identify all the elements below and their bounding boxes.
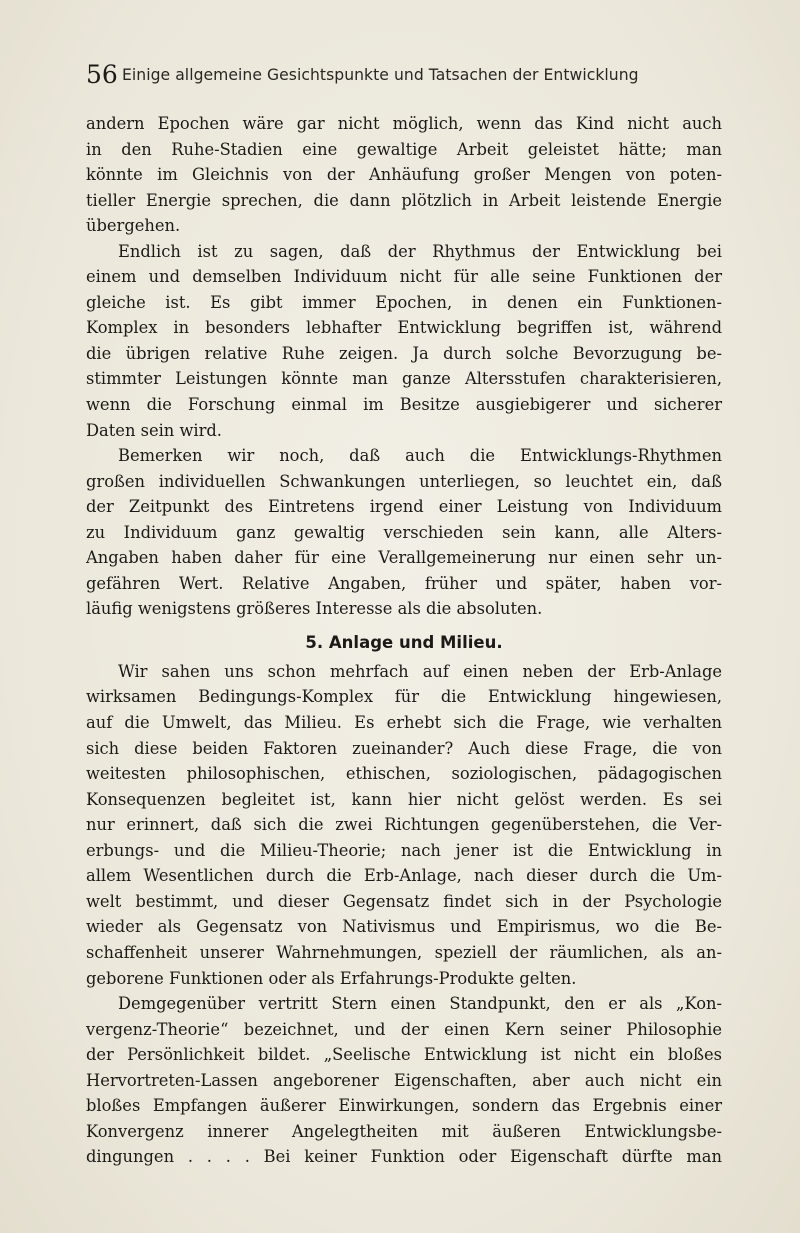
paragraph-first-line: Wir sahen uns schon mehrfach auf einen neben der Erb-Anlage: [118, 661, 722, 681]
text-line: bloßes Empfangen äußerer Einwirkungen, sondern das Ergebnis einer: [86, 1096, 722, 1116]
paragraph-first-line: Endlich ist zu sagen, daß der Rhythmus der Entwicklung bei: [118, 241, 722, 261]
paragraph-first-line: Demgegenüber vertritt Stern einen Standpunkt, den er als „Kon-: [118, 994, 722, 1014]
text-line: andern Epochen wäre gar nicht möglich, wenn das Kind nicht auch: [86, 114, 722, 133]
text-line: die übrigen relative Ruhe zeigen. Ja durch solche Bevorzugung be-: [86, 343, 722, 363]
text-line: der Zeitpunkt des Eintretens irgend einer Leistung von Individuum: [86, 497, 722, 517]
text-line: wirksamen Bedingungs-Komplex für die Entwicklung hingewiesen,: [86, 687, 722, 707]
text-line: übergehen.: [86, 216, 181, 236]
paragraph-first-line: Bemerken wir noch, daß auch die Entwicklungs-Rhythmen: [118, 446, 722, 466]
text-line: gefähren Wert. Relative Angaben, früher und später, haben vor-: [86, 573, 722, 593]
text-line: der Persönlichkeit bildet. „Seelische Entwicklung ist nicht ein bloßes: [86, 1045, 722, 1065]
text-line: auf die Umwelt, das Milieu. Es erhebt sich die Frage, wie verhalten: [86, 713, 722, 733]
section-heading: 5. Anlage und Milieu.: [305, 632, 503, 652]
text-line: großen individuellen Schwankungen unterliegen, so leuchtet ein, daß: [86, 471, 722, 491]
page-number: 56: [86, 60, 118, 89]
text-line: welt bestimmt, und dieser Gegensatz findet sich in der Psychologie: [86, 891, 722, 911]
text-line: Konvergenz innerer Angelegtheiten mit äußeren Entwicklungsbe-: [86, 1121, 722, 1141]
text-line: geborene Funktionen oder als Erfahrungs-Produkte gelten.: [86, 968, 577, 988]
text-line: nur erinnert, daß sich die zwei Richtungen gegenüberstehen, die Ver-: [86, 815, 722, 835]
text-line: zu Individuum ganz gewaltig verschieden sein kann, alle Alters-: [86, 522, 722, 542]
text-line: Komplex in besonders lebhafter Entwicklung begriffen ist, während: [86, 318, 722, 338]
running-head: Einige allgemeine Gesichtspunkte und Tatsachen der Entwicklung: [122, 66, 639, 84]
text-line: schaffenheit unserer Wahrnehmungen, speziell der räumlichen, als an-: [86, 942, 722, 962]
text-line: gleiche ist. Es gibt immer Epochen, in denen ein Funktionen-: [86, 292, 722, 312]
text-line: Angaben haben daher für eine Verallgemeinerung nur einen sehr un-: [86, 548, 722, 568]
text-line: vergenz-Theorie“ bezeichnet, und der einen Kern seiner Philosophie: [86, 1019, 722, 1039]
text-line: in den Ruhe-Stadien eine gewaltige Arbeit geleistet hätte; man: [86, 139, 722, 159]
text-line: sich diese beiden Faktoren zueinander? Auch diese Frage, die von: [86, 738, 722, 758]
body-text: [86, 111, 722, 1170]
text-line: Hervortreten-Lassen angeborener Eigenschaften, aber auch nicht ein: [86, 1070, 722, 1090]
text-line: erbungs- und die Milieu-Theorie; nach jener ist die Entwicklung in: [86, 840, 722, 860]
text-line: wieder als Gegensatz von Nativismus und Empirismus, wo die Be-: [86, 917, 722, 937]
text-line: könnte im Gleichnis von der Anhäufung großer Mengen von poten-: [86, 165, 722, 185]
text-line: wenn die Forschung einmal im Besitze ausgiebigerer und sicherer: [86, 395, 722, 415]
page-header: [86, 60, 726, 90]
text-line: stimmter Leistungen könnte man ganze Altersstufen charakterisieren,: [86, 369, 722, 389]
text-line: einem und demselben Individuum nicht für alle seine Funktionen der: [86, 267, 722, 287]
text-line: Konsequenzen begleitet ist, kann hier nicht gelöst werden. Es sei: [86, 789, 722, 809]
text-line: weitesten philosophischen, ethischen, soziologischen, pädagogischen: [86, 764, 722, 784]
text-line: Daten sein wird.: [86, 420, 222, 440]
text-line: allem Wesentlichen durch die Erb-Anlage, nach dieser durch die Um-: [86, 866, 722, 886]
text-line: dingungen . . . . Bei keiner Funktion oder Eigenschaft dürfte man: [86, 1147, 722, 1167]
text-line: läufig wenigstens größeres Interesse als die absoluten.: [86, 599, 543, 619]
text-line: tieller Energie sprechen, die dann plötzlich in Arbeit leistende Energie: [86, 190, 722, 210]
